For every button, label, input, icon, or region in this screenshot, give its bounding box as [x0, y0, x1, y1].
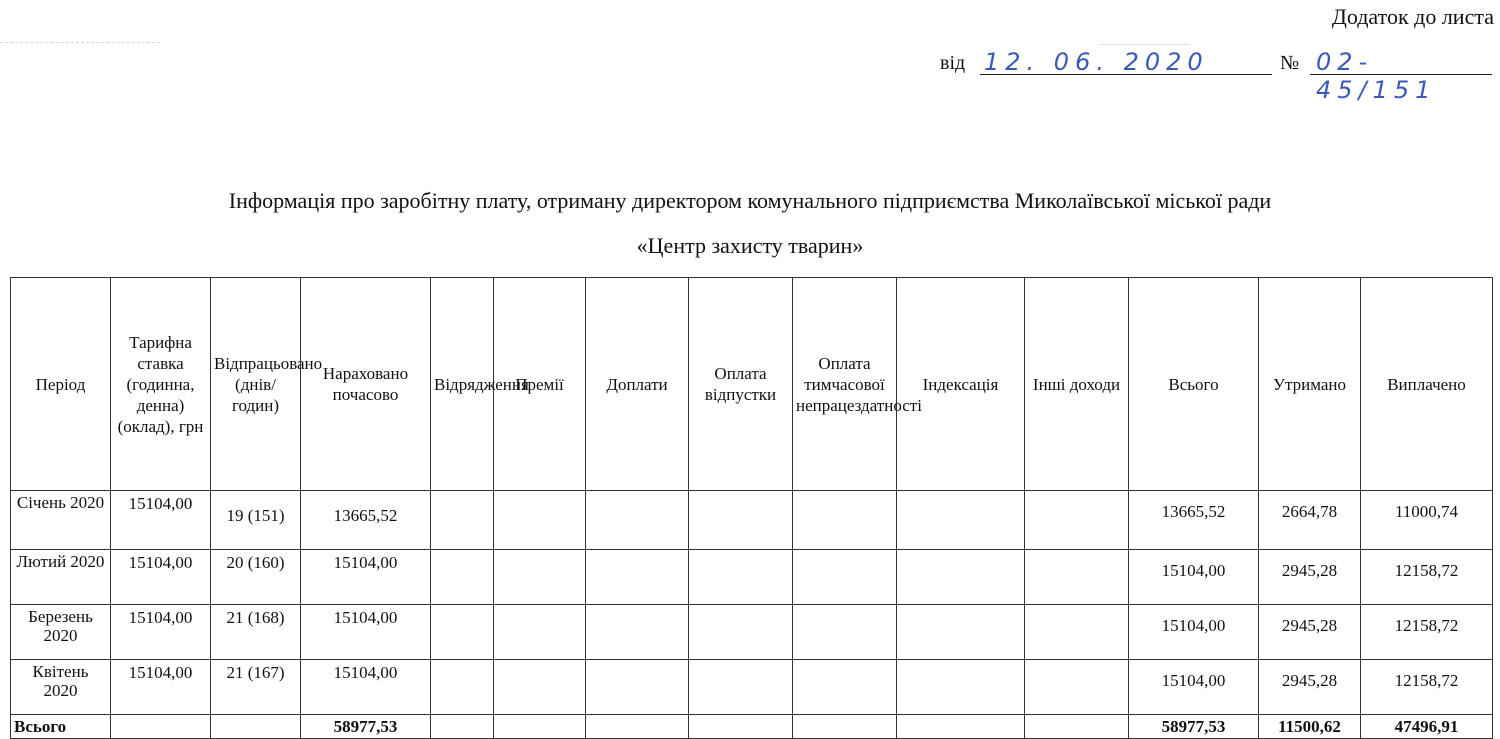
cell-totals-total: 58977,53 — [1129, 715, 1259, 739]
cell-empty — [793, 491, 897, 550]
cell-empty — [689, 660, 793, 715]
cell-worked: 19 (151) — [211, 491, 301, 550]
cell-paid: 12158,72 — [1361, 605, 1493, 660]
cell-empty — [586, 550, 689, 605]
column-header-period: Період — [11, 278, 111, 491]
cell-paid: 12158,72 — [1361, 550, 1493, 605]
cell-empty — [689, 715, 793, 739]
cell-empty — [689, 491, 793, 550]
cell-empty — [431, 605, 494, 660]
column-header-indexation: Індексація — [897, 278, 1025, 491]
number-label: № — [1280, 52, 1300, 74]
cell-totals-label: Всього — [11, 715, 111, 739]
cell-rate: 15104,00 — [111, 491, 211, 550]
cell-empty — [494, 605, 586, 660]
cell-worked: 21 (167) — [211, 660, 301, 715]
cell-withheld: 2945,28 — [1259, 660, 1361, 715]
cell-period: Лютий 2020 — [11, 550, 111, 605]
cell-empty — [897, 491, 1025, 550]
column-header-vacation-pay: Оплата відпустки — [689, 278, 793, 491]
cell-totals-withheld: 11500,62 — [1259, 715, 1361, 739]
cell-empty — [689, 550, 793, 605]
cell-empty — [1025, 605, 1129, 660]
cell-withheld: 2945,28 — [1259, 605, 1361, 660]
cell-accrued: 13665,52 — [301, 491, 431, 550]
cell-worked: 20 (160) — [211, 550, 301, 605]
cell-empty — [793, 550, 897, 605]
cell-empty — [431, 660, 494, 715]
column-header-rate: Тарифна ставка (годинна, денна) (оклад), грн — [111, 278, 211, 491]
cell-empty — [793, 605, 897, 660]
cell-empty — [111, 715, 211, 739]
cell-empty — [494, 491, 586, 550]
cell-empty — [1025, 550, 1129, 605]
cell-empty — [494, 715, 586, 739]
letter-reference — [940, 48, 1492, 104]
annex-label: Додаток до листа — [1331, 4, 1494, 29]
cell-paid: 11000,74 — [1361, 491, 1493, 550]
cell-rate: 15104,00 — [111, 550, 211, 605]
document-subtitle: «Центр захисту тварин» — [636, 233, 864, 258]
cell-period: Березень 2020 — [11, 605, 111, 660]
cell-empty — [897, 605, 1025, 660]
cell-empty — [793, 660, 897, 715]
cell-totals-accrued: 58977,53 — [301, 715, 431, 739]
column-header-total: Всього — [1129, 278, 1259, 491]
table-row — [11, 491, 1493, 550]
totals-row — [11, 715, 1493, 739]
table-row — [11, 660, 1493, 715]
cell-withheld: 2664,78 — [1259, 491, 1361, 550]
column-header-withheld: Утримано — [1259, 278, 1361, 491]
cell-empty — [689, 605, 793, 660]
cell-rate: 15104,00 — [111, 605, 211, 660]
cell-empty — [494, 660, 586, 715]
cell-empty — [793, 715, 897, 739]
cell-empty — [1025, 491, 1129, 550]
salary-table — [10, 277, 1493, 739]
cell-empty — [431, 491, 494, 550]
cell-empty — [897, 660, 1025, 715]
column-header-accrued: Нараховано почасово — [301, 278, 431, 491]
cell-total: 15104,00 — [1129, 550, 1259, 605]
handwritten-number: 02-45/151 — [1316, 48, 1437, 104]
scan-artifact-line — [0, 42, 160, 43]
scan-artifact-line — [1100, 44, 1190, 45]
cell-empty — [586, 491, 689, 550]
cell-total: 13665,52 — [1129, 491, 1259, 550]
cell-empty — [897, 550, 1025, 605]
cell-empty — [431, 550, 494, 605]
cell-rate: 15104,00 — [111, 660, 211, 715]
cell-empty — [494, 550, 586, 605]
cell-empty — [586, 605, 689, 660]
cell-accrued: 15104,00 — [301, 660, 431, 715]
document-title: Інформація про заробітну плату, отриману директором комунального підприємства Миколаївської міської ради — [228, 188, 1272, 213]
cell-empty — [1025, 660, 1129, 715]
cell-empty — [431, 715, 494, 739]
table-row — [11, 605, 1493, 660]
cell-period: Квітень 2020 — [11, 660, 111, 715]
cell-empty — [586, 715, 689, 739]
cell-empty — [1025, 715, 1129, 739]
cell-paid: 12158,72 — [1361, 660, 1493, 715]
cell-total: 15104,00 — [1129, 605, 1259, 660]
table-row — [11, 550, 1493, 605]
cell-accrued: 15104,00 — [301, 605, 431, 660]
column-header-paid: Виплачено — [1361, 278, 1493, 491]
cell-empty — [586, 660, 689, 715]
column-header-other-income: Інші доходи — [1025, 278, 1129, 491]
cell-period: Січень 2020 — [11, 491, 111, 550]
cell-totals-paid: 47496,91 — [1361, 715, 1493, 739]
cell-total: 15104,00 — [1129, 660, 1259, 715]
table-header-row — [11, 278, 1493, 491]
cell-withheld: 2945,28 — [1259, 550, 1361, 605]
cell-worked: 21 (168) — [211, 605, 301, 660]
date-label: від — [940, 52, 966, 74]
handwritten-date: 12. 06. 2020 — [984, 48, 1209, 76]
column-header-worked: Відпрацьовано (днів/годин) — [211, 278, 301, 491]
cell-accrued: 15104,00 — [301, 550, 431, 605]
column-header-surcharges: Доплати — [586, 278, 689, 491]
column-header-bonuses: Премії — [494, 278, 586, 491]
cell-empty — [897, 715, 1025, 739]
column-header-sick-pay: Оплата тимчасової непрацездатності — [793, 278, 897, 491]
column-header-business-trip: Відрядження — [431, 278, 494, 491]
cell-empty — [211, 715, 301, 739]
